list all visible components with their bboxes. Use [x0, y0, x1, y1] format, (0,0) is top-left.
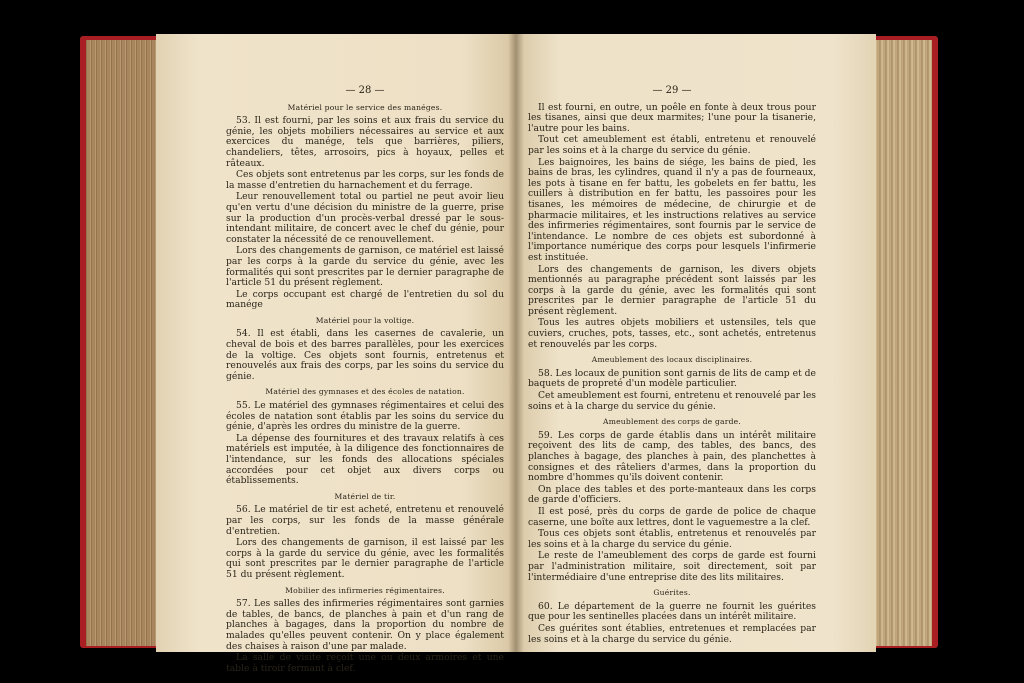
- paragraph: Il est fourni, en outre, un poêle en fonte à deux trous pour les tisanes, ainsi que deux marmites; l'une pour la tisanerie, l'autre pour les bains.: [528, 101, 816, 134]
- section-heading: Mobilier des infirmeries régimentaires.: [285, 585, 445, 595]
- paragraph: Lors des changements de garnison, il est laissé par les corps à la garde du service du génie, avec les formalités qui sont prescrites par le dernier paragraphe de l'article 51 du présent règlement.: [226, 537, 504, 580]
- page-number: — 29 —: [652, 85, 692, 96]
- left-page-blocks: [226, 103, 504, 675]
- right-page: [516, 34, 876, 652]
- section-heading: Matériel des gymnases et des écoles de natation.: [265, 387, 465, 397]
- paragraph: 58. Les locaux de punition sont garnis de lits de camp et de baquets de propreté d'un modèle particulier.: [528, 367, 816, 390]
- left-page: [156, 34, 516, 674]
- page-edges-right: [872, 40, 932, 646]
- section-heading: Matériel pour la voltige.: [315, 315, 415, 325]
- paragraph: 59. Les corps de garde établis dans un intérêt militaire reçoivent des lits de camp, des tables, des bancs, des planches à bagage, des planches à pain, des planchettes à consignes et des râteliers d'armes, dans la proportion du nombre d'hommes qu'ils doivent contenir.: [528, 429, 816, 484]
- paragraph: Le corps occupant est chargé de l'entretien du sol du manége: [226, 288, 504, 311]
- paragraph: 55. Le matériel des gymnases régimentaires et celui des écoles de natation sont établis par les soins du service du génie, d'après les ordres du ministre de la guerre.: [226, 400, 504, 433]
- section-heading: Guérites.: [653, 588, 691, 598]
- paragraph: Ces objets sont entretenus par les corps, sur les fonds de la masse d'entretien du harnachement et du ferrage.: [226, 169, 504, 191]
- paragraph: Leur renouvellement total ou partiel ne peut avoir lieu qu'en vertu d'une décision du ministre de la guerre, prise sur la production d'un procès-verbal dressé par le sous-intendant militaire, de concert avec le chef du génie, pour constater la nécessité de ce renouvellement.: [226, 191, 504, 245]
- right-page-text: [528, 86, 816, 646]
- paragraph: 60. Le département de la guerre ne fournit les guérites que pour les sentinelles placées dans un intérêt militaire.: [528, 600, 816, 623]
- paragraph: On place des tables et des porte-manteaux dans les corps de garde d'officiers.: [528, 483, 816, 506]
- right-page-blocks: [528, 103, 816, 646]
- paragraph: 57. Les salles des infirmeries régimentaires sont garnies de tables, de bancs, de planches à pain et d'un rang de planches à bagages, dans la proportion du nombre de malades qu'elles peuvent contenir. On y place également des chaises à raison d'une par malade.: [226, 598, 504, 652]
- paragraph: Ces guérites sont établies, entretenues et remplacées par les soins et à la charge du service du génie.: [528, 622, 816, 645]
- paragraph: 54. Il est établi, dans les casernes de cavalerie, un cheval de bois et des barres parallèles, pour les exercices de la voltige. Ces objets sont fournis, entretenus et renouvelés aux frais des corps, par les soins du service du génie.: [226, 328, 504, 382]
- paragraph: Il est posé, près du corps de garde de police de chaque caserne, une boîte aux lettres, dont le vaguemestre a la clef.: [528, 505, 816, 528]
- paragraph: Cet ameublement est fourni, entretenu et renouvelé par les soins et à la charge du service du génie.: [528, 390, 816, 412]
- page-edges-left: [86, 40, 160, 646]
- page-number: — 28 —: [345, 85, 385, 96]
- paragraph: Tout cet ameublement est établi, entretenu et renouvelé par les soins et à la charge du service du génie.: [528, 134, 816, 156]
- paragraph: Le reste de l'ameublement des corps de garde est fourni par l'administration militaire, soit directement, soit par l'intermédiaire d'une entreprise dite des lits militaires.: [528, 550, 816, 583]
- paragraph: 53. Il est fourni, par les soins et aux frais du service du génie, les objets mobiliers nécessaires au service et aux exercices du manége, tels que barrières, piliers, chandeliers, têtes, arrosoirs, pics à hoyaux, pelles et râteaux.: [226, 115, 504, 169]
- left-page-text: [226, 86, 504, 675]
- section-heading: Matériel pour le service des manéges.: [287, 102, 443, 112]
- paragraph: Les baignoires, les bains de siége, les bains de pied, les bains de bras, les cylindres, quand il n'y a pas de fourneaux, les pots à tisane en fer battu, les gobelets en fer battu, les cuillers à distribution en fer battu, les passoires pour les tisanes, les mémoires de médecine, de chirurgie et de pharmacie militaires, et les instructions relatives au service des infirmeries régimentaires, sont fournis par le service de l'intendance. Le nombre de ces objets est subordonné à l'importance numérique des corps pour lesquels l'infirmerie est instituée.: [528, 156, 816, 263]
- section-heading: Matériel de tir.: [334, 491, 396, 501]
- paragraph: La dépense des fournitures et des travaux relatifs à ces matériels est imputée, à la diligence des fonctionnaires de l'intendance, sur les fonds des allocations spéciales accordées pour cet objet aux divers corps ou établissements.: [226, 432, 504, 487]
- paragraph: Lors des changements de garnison, les divers objets mentionnés au paragraphe précédent sont laissés par les corps à la garde du génie, avec les formalités qui sont prescrites par le dernier paragraphe de l'article 51 du présent règlement.: [528, 263, 816, 317]
- paragraph: Tous ces objets sont établis, entretenus et renouvelés par les soins et à la charge du service du génie.: [528, 528, 816, 550]
- paragraph: Lors des changements de garnison, ce matériel est laissé par les corps à la garde du service du génie, avec les formalités qui sont prescrites par le dernier paragraphe de l'article 51 du présent règlement.: [226, 245, 504, 289]
- section-heading: Ameublement des locaux disciplinaires.: [591, 355, 753, 365]
- paragraph: La salle de visite reçoit une ou deux armoires et une table à tiroir fermant à clef.: [226, 652, 504, 674]
- book-gutter: [508, 34, 524, 652]
- paragraph: Tous les autres objets mobiliers et ustensiles, tels que cuviers, cruches, pots, tasses, etc., sont achetés, entretenus et renouvelés par les corps.: [528, 317, 816, 350]
- section-heading: Ameublement des corps de garde.: [603, 417, 741, 427]
- paragraph: 56. Le matériel de tir est acheté, entretenu et renouvelé par les corps, sur les fonds de la masse générale d'entretien.: [226, 504, 504, 537]
